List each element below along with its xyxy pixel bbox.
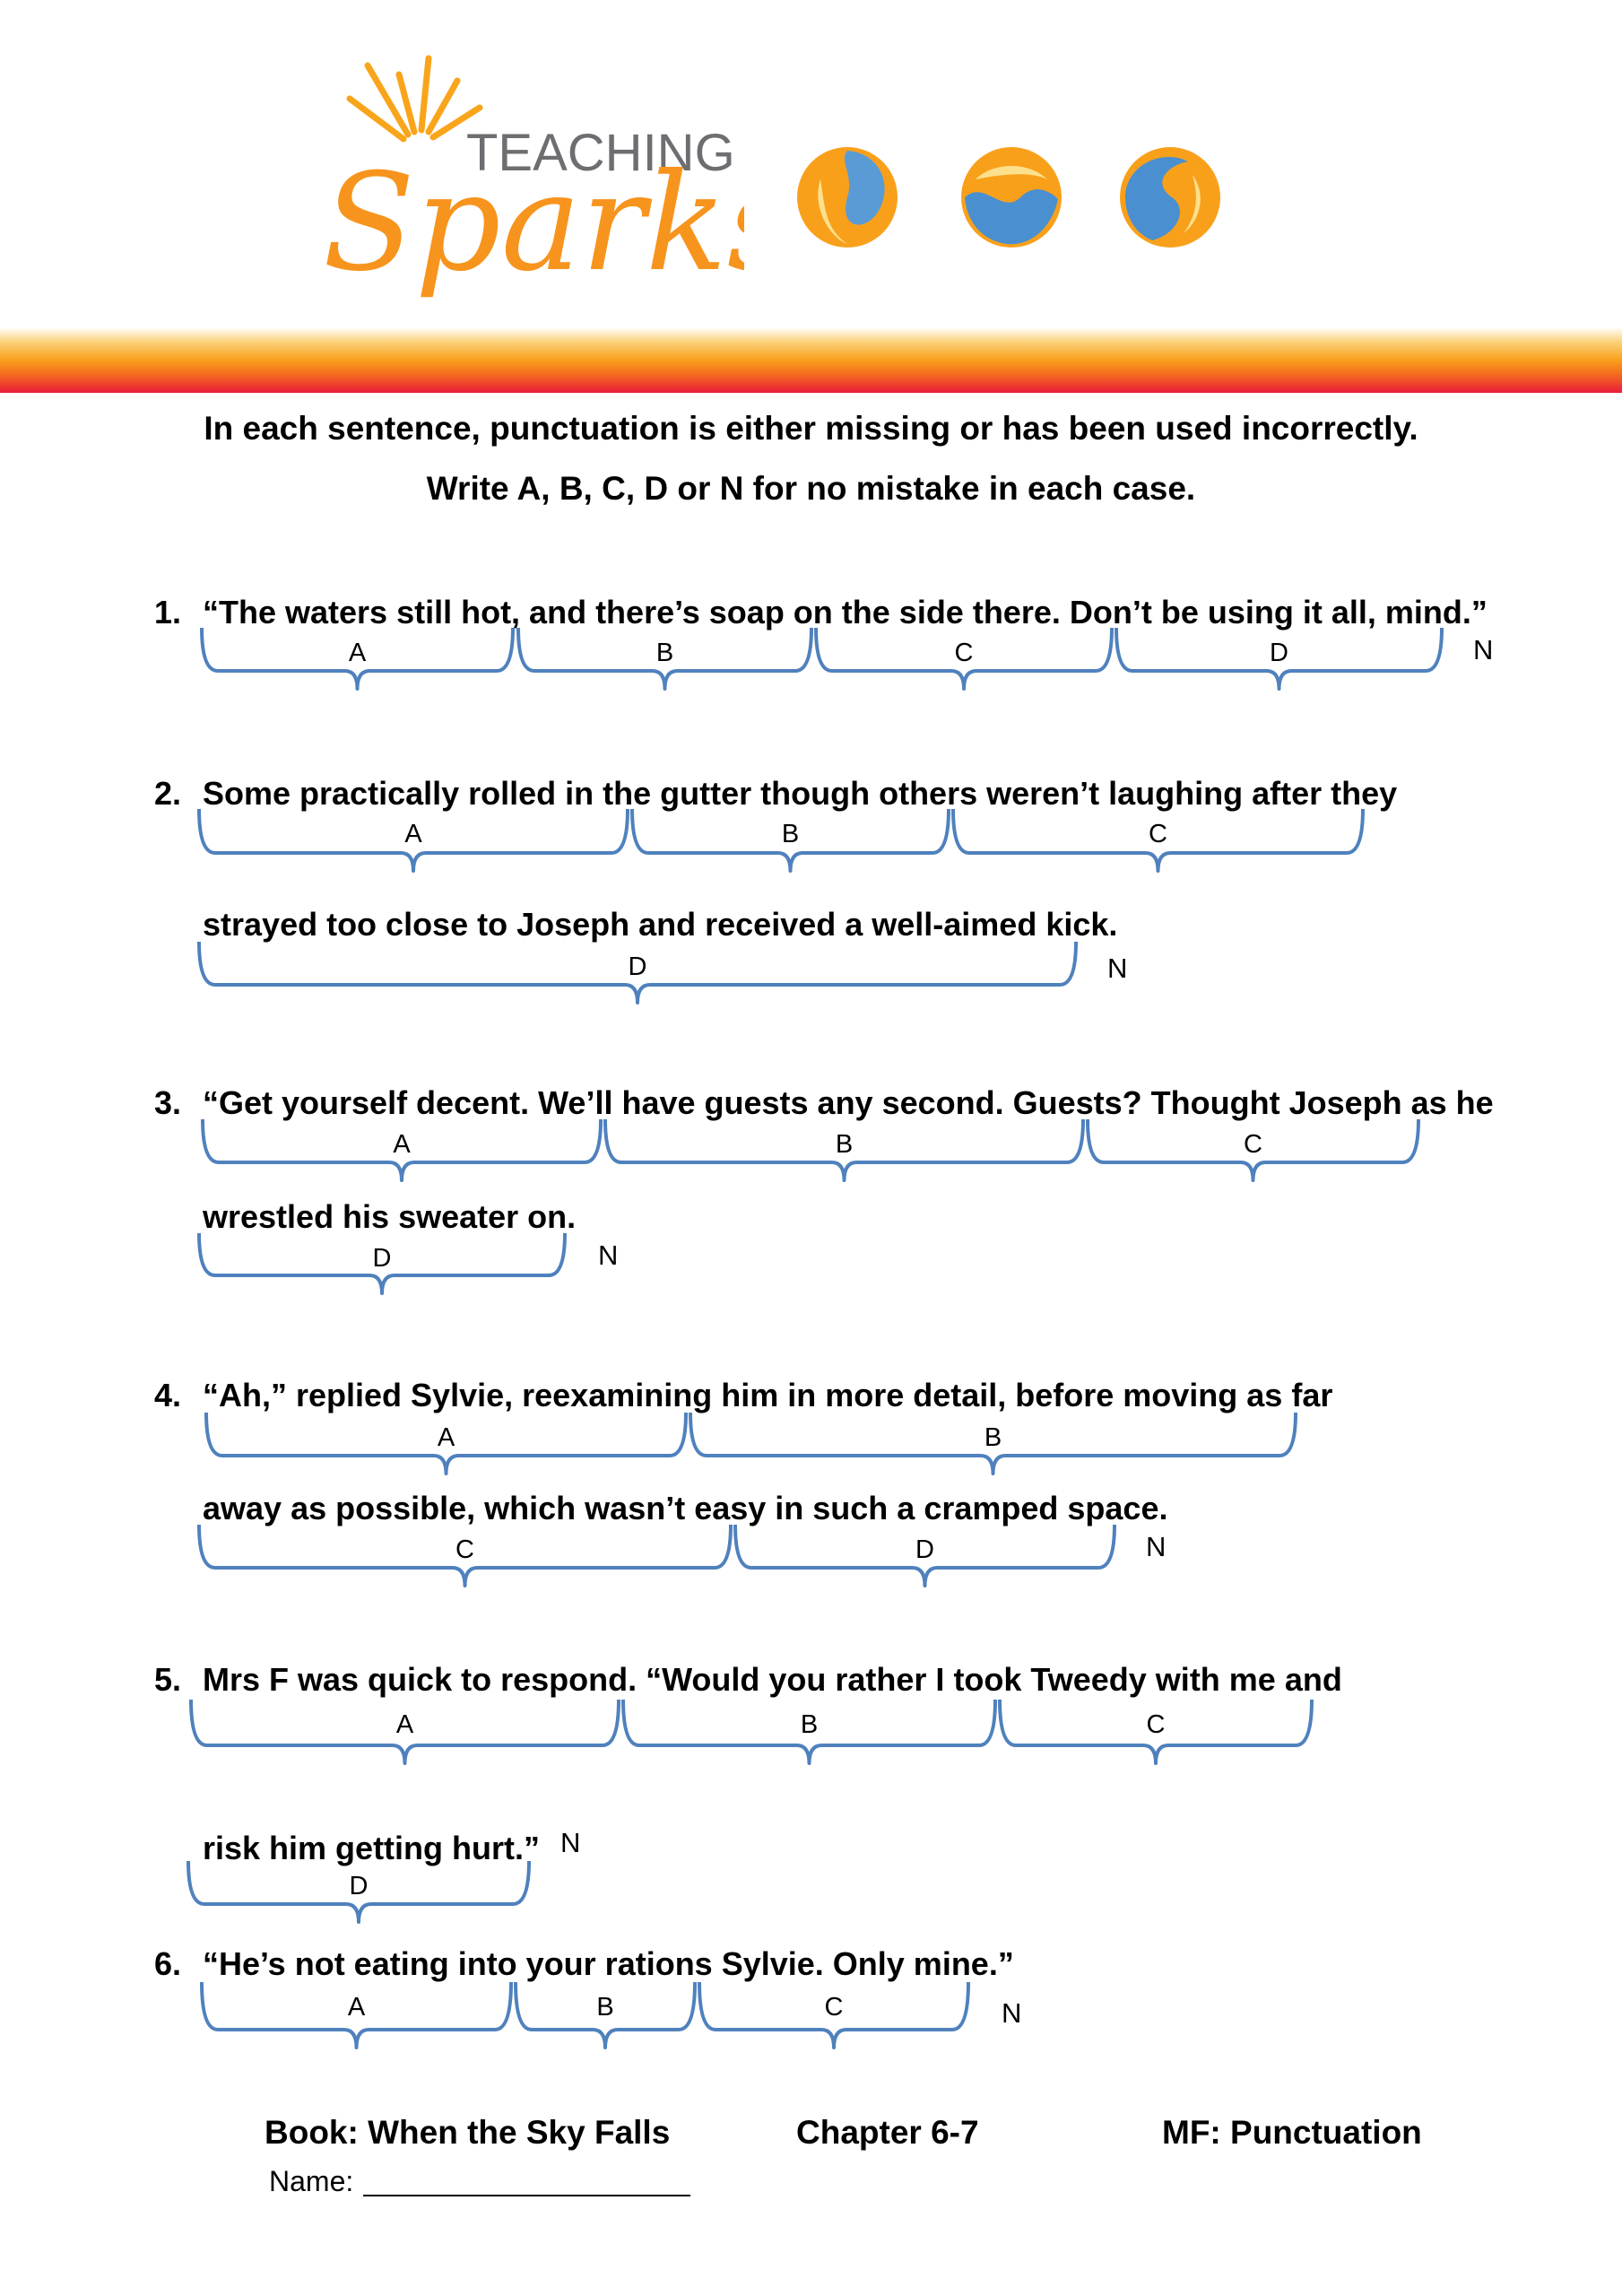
option-label-q4[interactable]: B	[984, 1423, 1002, 1452]
svg-text:TEACHING: TEACHING	[466, 124, 735, 182]
option-label-q3[interactable]: A	[393, 1130, 411, 1159]
option-label-q3[interactable]: B	[835, 1130, 854, 1159]
instructions-line-1: In each sentence, punctuation is either missing or has been used incorrectly.	[204, 410, 1418, 447]
option-label-q2[interactable]: B	[781, 820, 800, 848]
question-5-number: 5.	[154, 1661, 182, 1698]
option-label-q1[interactable]: D	[1270, 639, 1288, 667]
option-none-q6[interactable]: N	[1002, 1997, 1022, 2029]
option-label-q2[interactable]: D	[628, 952, 647, 981]
question-3-number: 3.	[154, 1084, 182, 1121]
option-none-q4[interactable]: N	[1146, 1531, 1167, 1562]
option-label-q3[interactable]: D	[372, 1244, 392, 1273]
option-label-q2[interactable]: A	[404, 820, 422, 848]
question-6-number: 6.	[154, 1945, 182, 1982]
question-5-line-1: Mrs F was quick to respond. “Would you rather I took Tweedy with me and	[203, 1661, 1342, 1698]
option-label-q5[interactable]: B	[800, 1710, 819, 1739]
name-input-line[interactable]	[363, 2195, 690, 2196]
question-2-line-1: Some practically rolled in the gutter though others weren’t laughing after they	[203, 775, 1398, 812]
question-6-line-1: “He’s not eating into your rations Sylvie. Only mine.”	[203, 1945, 1014, 1982]
option-label-q4[interactable]: D	[915, 1535, 934, 1564]
option-none-q2[interactable]: N	[1107, 952, 1128, 984]
option-label-q5[interactable]: A	[395, 1710, 414, 1739]
question-1-number: 1.	[154, 594, 182, 631]
question-1-line-1: “The waters still hot, and there’s soap on the side there. Don’t be using it all, mind.”	[203, 594, 1488, 631]
question-2-line-2: strayed too close to Joseph and received a well-aimed kick.	[203, 906, 1118, 943]
question-4-line-2: away as possible, which wasn’t easy in such a cramped space.	[203, 1490, 1168, 1526]
footer-chapter: Chapter 6-7	[796, 2114, 979, 2151]
option-label-q1[interactable]: A	[348, 639, 367, 667]
question-3-line-1: “Get yourself decent. We’ll have guests any second. Guests? Thought Joseph as he	[203, 1084, 1494, 1121]
question-4-line-1: “Ah,” replied Sylvie, reexamining him in more detail, before moving as far	[203, 1377, 1333, 1413]
option-label-q6[interactable]: B	[596, 1993, 614, 2022]
footer-skill: MF: Punctuation	[1162, 2114, 1422, 2151]
option-none-q5[interactable]: N	[560, 1827, 581, 1858]
question-3-line-2: wrestled his sweater on.	[203, 1198, 577, 1235]
svg-text:Sparks: Spark	[323, 145, 727, 301]
option-label-q2[interactable]: C	[1149, 820, 1167, 848]
option-label-q4[interactable]: C	[455, 1535, 474, 1564]
question-5-line-2: risk him getting hurt.”	[203, 1830, 541, 1866]
option-label-q4[interactable]: A	[437, 1423, 455, 1452]
instructions-line-2: Write A, B, C, D or N for no mistake in each case.	[426, 470, 1196, 507]
question-2-number: 2.	[154, 775, 182, 812]
option-none-q3[interactable]: N	[598, 1239, 619, 1271]
footer-book: Book: When the Sky Falls	[265, 2114, 671, 2151]
option-label-q6[interactable]: A	[347, 1993, 366, 2022]
option-label-q1[interactable]: C	[954, 639, 974, 667]
option-label-q1[interactable]: B	[655, 639, 674, 667]
option-label-q5[interactable]: C	[1146, 1710, 1166, 1739]
option-label-q3[interactable]: C	[1244, 1130, 1262, 1159]
option-label-q5[interactable]: D	[349, 1872, 369, 1900]
question-4-number: 4.	[154, 1377, 182, 1413]
option-none-q1[interactable]: N	[1473, 634, 1494, 665]
option-label-q6[interactable]: C	[824, 1993, 844, 2022]
name-label: Name:	[269, 2165, 354, 2197]
